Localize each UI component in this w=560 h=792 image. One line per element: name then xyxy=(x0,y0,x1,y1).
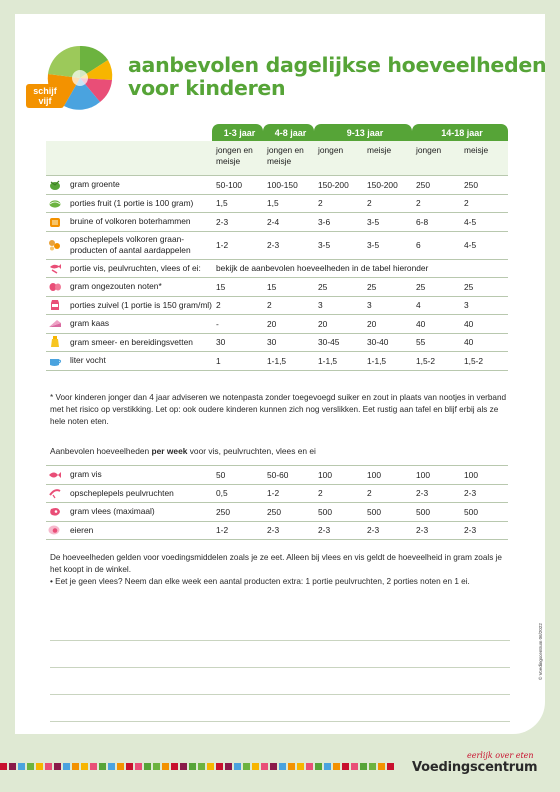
table-cell: 0,5 xyxy=(212,484,263,503)
stripe-block xyxy=(0,763,7,770)
writing-line xyxy=(50,640,510,667)
stripe-block xyxy=(207,763,214,770)
table-row xyxy=(46,296,508,315)
table-cell: 20 xyxy=(314,315,363,334)
table-cell: 2 xyxy=(363,194,412,213)
table-row xyxy=(46,231,508,259)
table-cell: 1-1,5 xyxy=(363,352,412,371)
table-row xyxy=(46,333,508,352)
footer-note: De hoeveelheden gelden voor voedingsmiddelen zoals je ze eet. Alleen bij vlees en vis geldt de hoeveelheid in gram zoals je het koopt in de winkel. xyxy=(50,553,502,574)
table-cell: 2 xyxy=(363,484,412,503)
table-row xyxy=(46,259,508,278)
stripe-block xyxy=(324,763,331,770)
table-cell: 2-4 xyxy=(263,213,314,232)
table-cell: 40 xyxy=(460,333,508,352)
table-cell: 30-40 xyxy=(363,333,412,352)
table-cell: 20 xyxy=(263,315,314,334)
legumes-icon xyxy=(48,487,62,499)
table-cell: 100 xyxy=(363,466,412,485)
table-cell: 2-3 xyxy=(363,521,412,540)
table-row xyxy=(46,466,508,485)
table-cell: 30-45 xyxy=(314,333,363,352)
gender-header: jongen en meisje xyxy=(212,141,263,176)
stripe-block xyxy=(162,763,169,770)
table-cell: 15 xyxy=(263,278,314,297)
stripe-block xyxy=(189,763,196,770)
table-cell: 40 xyxy=(412,315,460,334)
writing-line xyxy=(50,667,510,694)
age-group-header: 9-13 jaar xyxy=(314,124,412,141)
vegetable-icon xyxy=(48,179,62,191)
table-cell: 50-60 xyxy=(263,466,314,485)
daily-amounts-table xyxy=(46,124,508,371)
age-group-header: 14-18 jaar xyxy=(412,124,508,141)
table-cell: - xyxy=(212,315,263,334)
table-cell: 1-2 xyxy=(212,521,263,540)
table-cell: 1,5-2 xyxy=(412,352,460,371)
table-cell: 2-3 xyxy=(263,521,314,540)
gender-header: jongen xyxy=(412,141,460,176)
logo-text: vijf xyxy=(38,96,52,106)
oil-icon xyxy=(48,336,62,348)
stripe-block xyxy=(279,763,286,770)
table-cell: 25 xyxy=(412,278,460,297)
gender-header: meisje xyxy=(460,141,508,176)
stripe-block xyxy=(171,763,178,770)
table-row xyxy=(46,352,508,371)
stripe-block xyxy=(117,763,124,770)
copyright-notice: © Voedingscentrum 06/2022 xyxy=(538,623,543,680)
gender-header: jongen en meisje xyxy=(263,141,314,176)
table-cell: 150-200 xyxy=(363,176,412,195)
table-cell: 150-200 xyxy=(314,176,363,195)
table-cell: 500 xyxy=(460,503,508,522)
stripe-block xyxy=(261,763,268,770)
footer-notes xyxy=(50,552,512,588)
row-label: bruine of volkoren boterhammen xyxy=(66,213,212,232)
table-row xyxy=(46,176,508,195)
title-line-2: voor kinderen xyxy=(128,76,286,100)
row-label: gram smeer- en bereidingsvetten xyxy=(66,333,212,352)
table-cell: 30 xyxy=(212,333,263,352)
table-cell: 1 xyxy=(212,352,263,371)
table-cell: 1,5-2 xyxy=(460,352,508,371)
row-label: liter vocht xyxy=(66,352,212,371)
row-label: eieren xyxy=(66,521,212,540)
stripe-block xyxy=(297,763,304,770)
row-label: gram vlees (maximaal) xyxy=(66,503,212,522)
stripe-block xyxy=(351,763,358,770)
stripe-block xyxy=(54,763,61,770)
egg-icon xyxy=(48,524,62,536)
stripe-block xyxy=(81,763,88,770)
table-cell: 500 xyxy=(314,503,363,522)
row-label: opscheplepels peulvruchten xyxy=(66,484,212,503)
stripe-block xyxy=(27,763,34,770)
table-row xyxy=(46,521,508,540)
row-label: gram kaas xyxy=(66,315,212,334)
table-cell: 250 xyxy=(212,503,263,522)
gender-header: jongen xyxy=(314,141,363,176)
weekly-amounts-table xyxy=(46,465,508,540)
table-cell: 2 xyxy=(314,484,363,503)
table-cell: 2-3 xyxy=(412,521,460,540)
schijf-van-vijf-logo xyxy=(24,40,120,120)
stripe-block xyxy=(252,763,259,770)
logo-text: schijf xyxy=(33,86,57,96)
table-cell: 3-5 xyxy=(363,213,412,232)
stripe-block xyxy=(126,763,133,770)
row-span-note: bekijk de aanbevolen hoeveelheden in de tabel hieronder xyxy=(212,259,508,278)
fish-icon xyxy=(48,469,62,481)
stripe-block xyxy=(198,763,205,770)
table-cell: 250 xyxy=(263,503,314,522)
cheese-icon xyxy=(48,318,62,330)
gender-header: meisje xyxy=(363,141,412,176)
table-cell: 2 xyxy=(460,194,508,213)
table-cell: 1-2 xyxy=(263,484,314,503)
table-cell: 250 xyxy=(460,176,508,195)
table-cell: 2-3 xyxy=(412,484,460,503)
table-cell: 55 xyxy=(412,333,460,352)
footer-note: • Eet je geen vlees? Neem dan elke week een aantal producten extra: 1 portie peulvruchten, 2 porties noten en 1 ei. xyxy=(50,577,470,586)
stripe-block xyxy=(144,763,151,770)
stripe-block xyxy=(225,763,232,770)
stripe-block xyxy=(369,763,376,770)
writing-lines xyxy=(50,640,510,748)
table-cell: 2-3 xyxy=(263,231,314,259)
stripe-block xyxy=(153,763,160,770)
fruit-icon xyxy=(48,197,62,209)
table-cell: 1-1,5 xyxy=(263,352,314,371)
table-cell: 50-100 xyxy=(212,176,263,195)
table-row xyxy=(46,213,508,232)
row-label: gram vis xyxy=(66,466,212,485)
table-cell: 100 xyxy=(314,466,363,485)
table-cell: 25 xyxy=(460,278,508,297)
table-cell: 100 xyxy=(460,466,508,485)
stripe-block xyxy=(90,763,97,770)
row-label: porties fruit (1 portie is 100 gram) xyxy=(66,194,212,213)
table-cell: 2-3 xyxy=(314,521,363,540)
row-label: opscheplepels volkoren graan-producten of aantal aardappelen xyxy=(66,231,212,259)
table-cell: 20 xyxy=(363,315,412,334)
table-cell: 6 xyxy=(412,231,460,259)
bread-icon xyxy=(48,216,62,228)
brand-name: Voedingscentrum xyxy=(412,760,538,775)
stripe-block xyxy=(63,763,70,770)
stripe-block xyxy=(243,763,250,770)
table-cell: 2 xyxy=(212,296,263,315)
table-cell: 2-3 xyxy=(460,484,508,503)
table-cell: 500 xyxy=(363,503,412,522)
table-row xyxy=(46,194,508,213)
table-row xyxy=(46,315,508,334)
table-cell: 4-5 xyxy=(460,231,508,259)
stripe-block xyxy=(36,763,43,770)
nuts-footnote: * Voor kinderen jonger dan 4 jaar adviseren we notenpasta zonder toegevoegd suiker en zout in plaats van nootjes in verband met het risico op verstikking. Let op: ook oudere kinderen kunnen zich nog verslikken. Eet rustig aan tafel en blijf erbij als ze hele noten eten. xyxy=(50,393,507,426)
grain-potato-icon xyxy=(48,239,62,251)
stripe-block xyxy=(99,763,106,770)
row-label: porties zuivel (1 portie is 150 gram/ml) xyxy=(66,296,212,315)
table-cell: 30 xyxy=(263,333,314,352)
stripe-block xyxy=(72,763,79,770)
table-cell: 3 xyxy=(363,296,412,315)
table-cell: 25 xyxy=(314,278,363,297)
page-title xyxy=(128,54,546,100)
table-cell: 500 xyxy=(412,503,460,522)
stripe-block xyxy=(342,763,349,770)
table-row xyxy=(46,278,508,297)
table-cell: 3-6 xyxy=(314,213,363,232)
weekly-heading: Aanbevolen hoeveelheden per week voor vis, peulvruchten, vlees en ei xyxy=(50,446,316,456)
stripe-block xyxy=(135,763,142,770)
table-cell: 1-2 xyxy=(212,231,263,259)
table-cell: 1-1,5 xyxy=(314,352,363,371)
stripe-block xyxy=(333,763,340,770)
table-cell: 2-3 xyxy=(460,521,508,540)
stripe-block xyxy=(360,763,367,770)
stripe-block xyxy=(9,763,16,770)
table-cell: 3-5 xyxy=(314,231,363,259)
dairy-icon xyxy=(48,299,62,311)
row-label: gram groente xyxy=(66,176,212,195)
table-cell: 6-8 xyxy=(412,213,460,232)
stripe-block xyxy=(108,763,115,770)
stripe-block xyxy=(387,763,394,770)
table-cell: 3 xyxy=(314,296,363,315)
stripe-block xyxy=(378,763,385,770)
table-cell: 2 xyxy=(263,296,314,315)
table-cell: 3-5 xyxy=(363,231,412,259)
age-group-header: 1-3 jaar xyxy=(212,124,263,141)
stripe-block xyxy=(45,763,52,770)
stripe-block xyxy=(216,763,223,770)
table-cell: 4 xyxy=(412,296,460,315)
row-label: portie vis, peulvruchten, vlees of ei: xyxy=(66,259,212,278)
table-cell: 40 xyxy=(460,315,508,334)
row-label: gram ongezouten noten* xyxy=(66,278,212,297)
color-stripe xyxy=(0,763,394,770)
table-cell: 3 xyxy=(460,296,508,315)
water-icon xyxy=(48,355,62,367)
nuts-icon xyxy=(48,281,62,293)
stripe-block xyxy=(18,763,25,770)
writing-line xyxy=(50,694,510,721)
stripe-block xyxy=(270,763,277,770)
table-row xyxy=(46,484,508,503)
table-cell: 15 xyxy=(212,278,263,297)
stripe-block xyxy=(315,763,322,770)
stripe-block xyxy=(234,763,241,770)
table-cell: 2 xyxy=(412,194,460,213)
page-sheet xyxy=(15,14,545,734)
writing-line xyxy=(50,721,510,748)
table-cell: 1,5 xyxy=(212,194,263,213)
table-row xyxy=(46,503,508,522)
stripe-block xyxy=(288,763,295,770)
table-cell: 25 xyxy=(363,278,412,297)
table-cell: 2-3 xyxy=(212,213,263,232)
table-cell: 4-5 xyxy=(460,213,508,232)
table-cell: 2 xyxy=(314,194,363,213)
table-cell: 1,5 xyxy=(263,194,314,213)
table-cell: 250 xyxy=(412,176,460,195)
title-line-1: aanbevolen dagelijkse hoeveelheden xyxy=(128,53,547,77)
stripe-block xyxy=(180,763,187,770)
table-cell: 100-150 xyxy=(263,176,314,195)
brand-tagline: eerlijk over eten xyxy=(467,751,534,760)
age-group-header: 4-8 jaar xyxy=(263,124,314,141)
meat-icon xyxy=(48,506,62,518)
stripe-block xyxy=(306,763,313,770)
table-cell: 50 xyxy=(212,466,263,485)
table-cell: 100 xyxy=(412,466,460,485)
fish-meat-icon xyxy=(48,262,62,274)
